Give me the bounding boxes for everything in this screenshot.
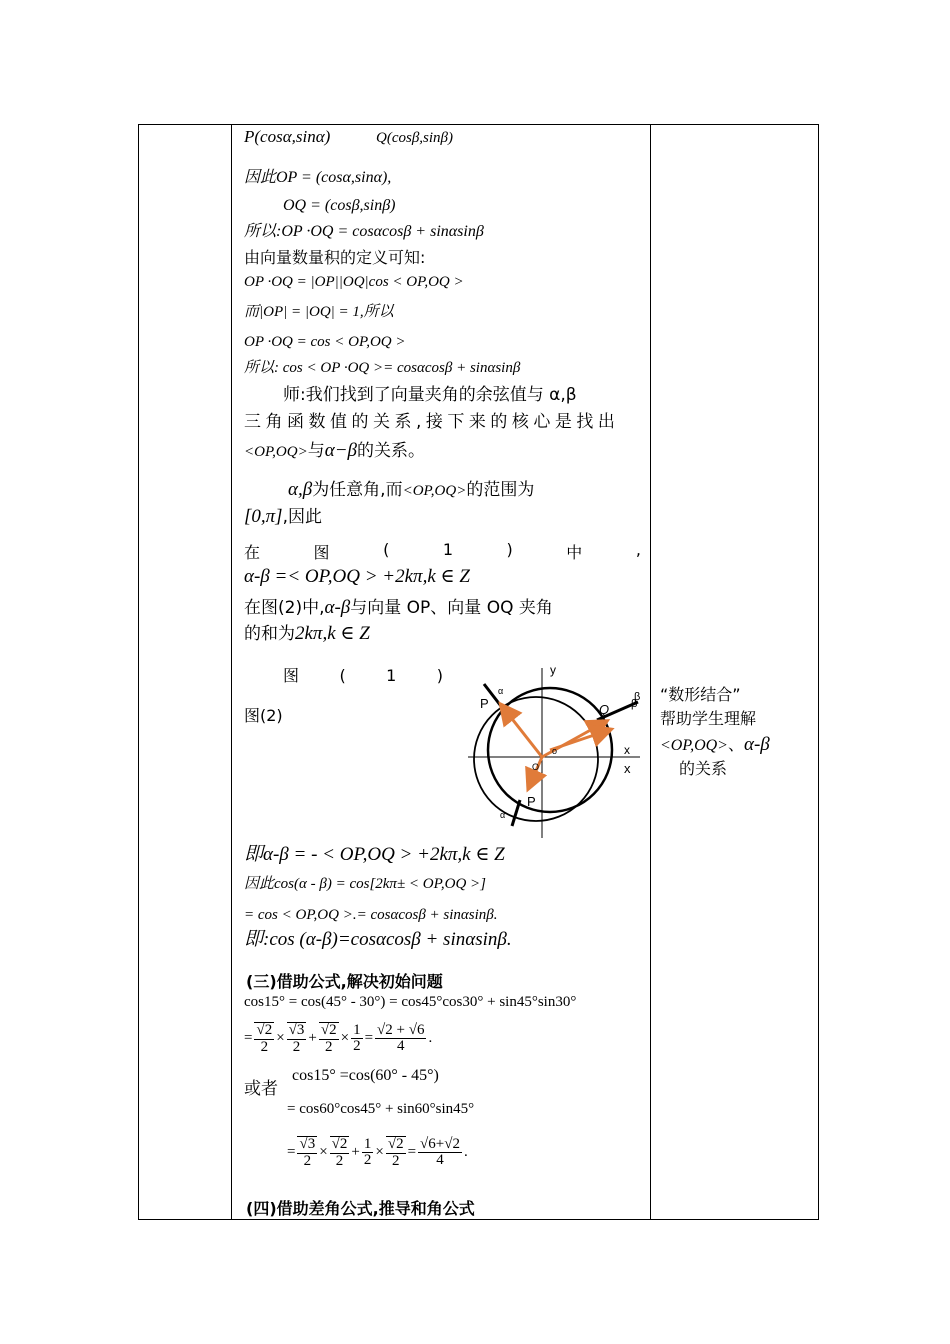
angle-relation-1: α-β =< OP,OQ > +2kπ,k ∈ Z [244, 566, 470, 587]
cos15-formula: cos15° = cos(45° - 30°) = cos45°cos30° + sin45°sin30° [244, 994, 577, 1010]
column-divider [231, 125, 232, 1219]
section-4-heading: (四)借助差角公式,推导和角公式 [246, 1199, 475, 1218]
note-line-4: 的关系 [679, 759, 728, 778]
figure1-reference: 在 图 ( 1 ) 中 , [244, 540, 641, 562]
vector-oq-arrow-2 [550, 730, 609, 750]
label-y: y [550, 663, 556, 677]
definition-text: 由向量数量积的定义可知: [244, 248, 426, 267]
note-line-3: <OP,OQ>、α-β [660, 734, 770, 755]
figure1-caption: 图 ( 1 ) [283, 666, 443, 685]
teacher-line-2: 三角函数值的关系,接下来的核心是找出 [244, 412, 620, 432]
cos15-alt-fraction-line: = $\frac{√3}{2}$ × $\frac{√2}{2}$ + $\frac{1}{2}$ × $\frac{√2}{2}$ = $\frac{√6+√2}{4}$ . [287, 1135, 468, 1169]
cos15-alternative: cos15° =cos(60° - 45°) [292, 1067, 439, 1084]
circle-2 [474, 697, 598, 821]
section-3-heading: (三)借助公式,解决初始问题 [246, 972, 443, 991]
range-value: [0,π],因此 [244, 506, 322, 527]
vector-op: 因此OP = (cosα,sinα), [244, 169, 392, 186]
cos-difference-step: 因此cos(α - β) = cos[2kπ± < OP,OQ >] [244, 876, 486, 892]
teacher-line-1: 师:我们找到了向量夹角的余弦值与 α,β [283, 385, 577, 405]
note-line-2: 帮助学生理解 [660, 709, 757, 728]
point-p: P(cosα,sinα) [244, 127, 331, 146]
point-q: Q(cosβ,sinβ) [376, 130, 454, 146]
label-alpha: α [498, 686, 504, 696]
figure2-caption: 图(2) [244, 706, 283, 725]
label-p-2: P [527, 794, 536, 809]
angle-relation-2: 即α-β = - < OP,OQ > +2kπ,k ∈ Z [244, 844, 505, 865]
cos-angle-result: 所以: cos < OP ·OQ >= cosαcosβ + sinαsinβ [244, 360, 521, 376]
terminal-ray-p [512, 800, 520, 826]
dot-product-cos: OP ·OQ = cos < OP,OQ > [244, 334, 406, 350]
dot-product-coords: 所以:OP ·OQ = cosαcosβ + sinαsinβ [244, 223, 484, 240]
label-alpha-2: α [500, 810, 506, 820]
label-q: Q [599, 702, 610, 717]
vector-op-arrow [502, 706, 542, 757]
note-line-1: “数形结合” [660, 685, 741, 704]
cos15-fraction-line: = $\frac{√2}{2}$ × $\frac{√3}{2}$ + $\frac{√2}{2}$ × $\frac{1}{2}$ = $\frac{√2 + √6}{4}$ . [244, 1021, 433, 1055]
cos-difference-result: = cos < OP,OQ >.= cosαcosβ + sinαsinβ. [244, 907, 498, 923]
teacher-line-3: <OP,OQ>与α−β的关系。 [244, 440, 425, 461]
alternative-label: 或者 [244, 1079, 278, 1099]
label-o: o [552, 746, 558, 756]
cos15-expansion: = cos60°cos45° + sin60°sin45° [287, 1101, 475, 1117]
figure2-sum: 的和为2kπ,k ∈ Z [244, 623, 370, 644]
label-o-2: O [532, 762, 540, 772]
dot-product-definition: OP ·OQ = |OP||OQ|cos < OP,OQ > [244, 274, 464, 290]
range-line: α,β为任意角,而<OP,OQ>的范围为 [288, 479, 535, 500]
vector-oq: OQ = (cosβ,sinβ) [283, 197, 396, 214]
label-beta-2: β [631, 698, 638, 710]
label-x-2: x [624, 761, 631, 776]
label-p: P [480, 696, 489, 711]
unit-length-text: 而|OP| = |OQ| = 1,所以 [244, 304, 394, 320]
label-beta: β [634, 691, 641, 703]
label-x: x [624, 743, 630, 757]
unit-circle-figure [462, 660, 652, 840]
figure2-text: 在图(2)中,α-β与向量 OP、向量 OQ 夹角 [244, 597, 553, 618]
cos-difference-formula: 即:cos (α-β)=cosαcosβ + sinαsinβ. [244, 929, 512, 950]
